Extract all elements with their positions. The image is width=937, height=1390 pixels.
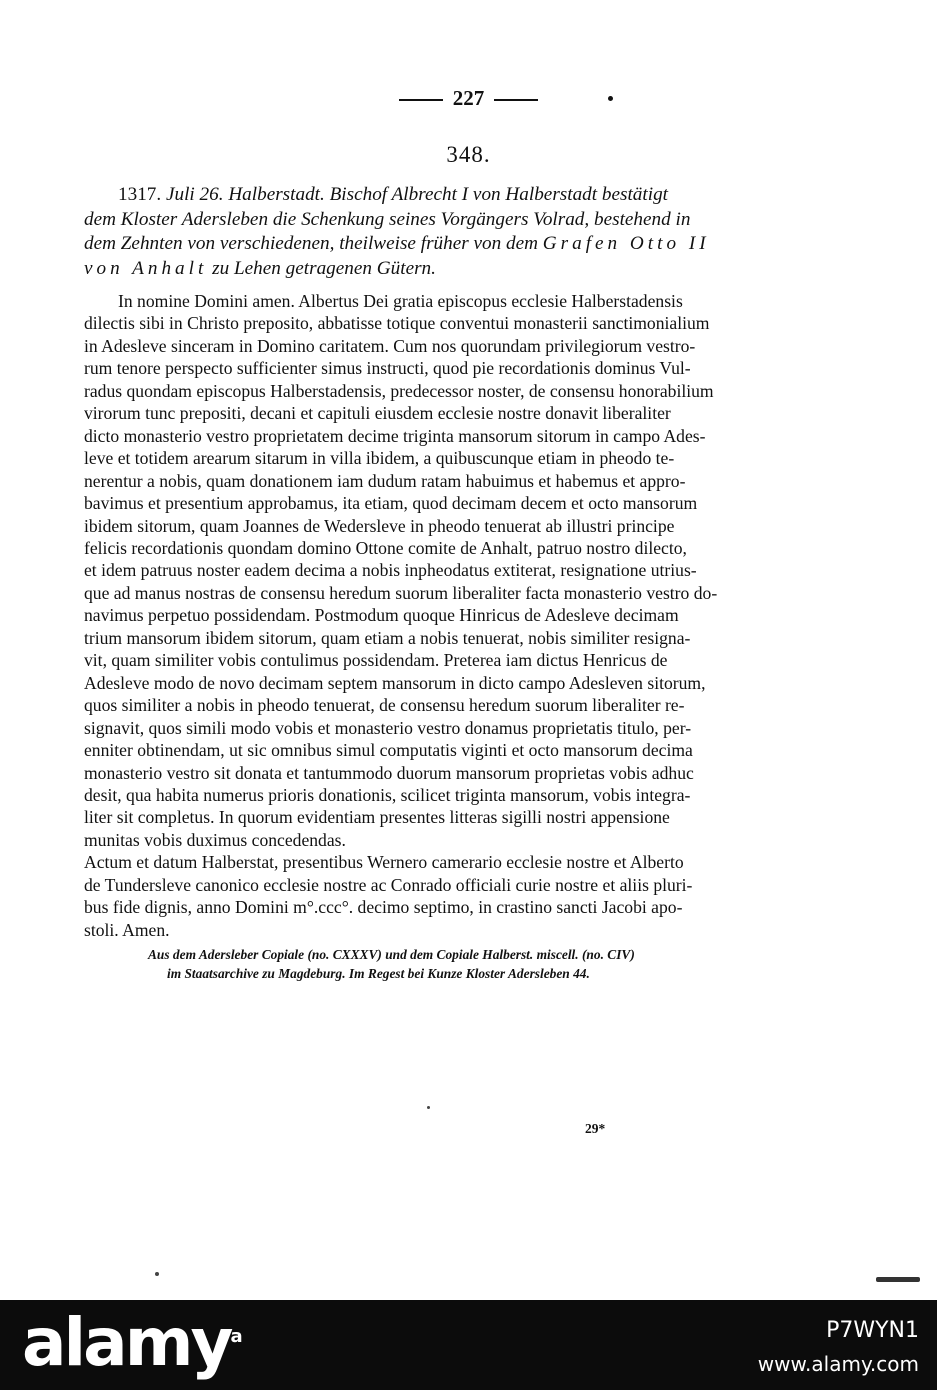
- left-rule: [399, 99, 443, 101]
- regest-line-1-rest: Juli 26. Halberstadt. Bischof Albrecht I von Halberstadt bestätigt: [165, 184, 668, 205]
- right-rule: [494, 99, 538, 101]
- body-line: In nomine Domini amen. Albertus Dei gratia episcopus ecclesie Halberstadensis: [118, 291, 683, 311]
- body-line: virorum tunc prepositi, decani et capituli eiusdem ecclesie nostre donavit liberaliter: [84, 403, 671, 424]
- regest-line-1: [84, 183, 854, 208]
- body-line: munitas vobis duximus concedendas.: [84, 829, 346, 850]
- document-number: 348.: [446, 142, 491, 167]
- regest-line-4-rest: zu Lehen getragenen Gütern.: [212, 258, 436, 280]
- body-line: de Tundersleve canonico ecclesie nostre ac Conrado officiali curie nostre et aliis pluri-: [84, 874, 693, 895]
- body-line: ibidem sitorum, quam Joannes de Wedersleve in pheodo tenuerat ab illustri principe: [84, 515, 675, 536]
- body-line: in Adesleve sinceram in Domino caritatem. Cum nos quorundam privilegiorum vestro-: [84, 335, 696, 356]
- image-id: P7WYN1: [826, 1318, 919, 1343]
- body-line: leve et totidem arearum sitarum in villa ibidem, a quibuscunque etiam in pheodo te-: [84, 448, 675, 469]
- signature-mark: 29*: [585, 1121, 606, 1136]
- body-line: que ad manus nostras de consensu heredum suorum liberaliter facta monasterio vestro do-: [84, 582, 718, 603]
- body-line: bus fide dignis, anno Domini m°.ccc°. decimo septimo, in crastino sancti Jacobi apo-: [84, 897, 683, 918]
- body-line: dicto monasterio vestro proprietatem decime triginta mansorum sitorum in campo Ades-: [84, 425, 706, 446]
- ink-speck: [608, 96, 613, 101]
- body-line: vit, quam similiter vobis contulimus possidendam. Preterea iam dictus Henricus de: [84, 650, 668, 671]
- body-line: navimus perpetuo possidendam. Postmodum quoque Hinricus de Adesleve decimam: [84, 605, 679, 626]
- body-line: desit, qua habita numerus prioris donationis, scilicet triginta mansorum, vobis integra-: [84, 784, 691, 805]
- regest-line-2: dem Kloster Adersleben die Schenkung seines Vorgängers Volrad, bestehend in: [84, 208, 691, 230]
- body-line: monasterio vestro sit donata et tantummodo duorum mansorum proprietas vobis adhuc: [84, 762, 694, 783]
- body-line: stoli. Amen.: [84, 919, 170, 940]
- body-line: enniter obtinendam, ut sic omnibus simul computatis viginti et octo mansorum decima: [84, 740, 693, 761]
- body-line: felicis recordationis quondam domino Ottone comite de Anhalt, patruo nostro dilecto,: [84, 537, 687, 558]
- regest-summary: [84, 183, 854, 282]
- source-line-2: im Staatsarchive zu Magdeburg. Im Regest bei Kunze Kloster Adersleben 44.: [167, 966, 590, 981]
- regest-line-3a: dem Zehnten von verschiedenen, theilweise früher von dem: [84, 233, 538, 255]
- edge-scrap: [876, 1277, 920, 1282]
- regest-spaced-name: Grafen Otto II: [542, 233, 710, 255]
- body-line: liter sit completus. In quorum evidentiam presentes litteras sigilli nostri appensione: [84, 807, 670, 828]
- alamy-logo: alamy$^a$: [22, 1304, 243, 1381]
- source-line-1: Aus dem Adersleber Copiale (no. CXXXV) und dem Copiale Halberst. miscell. (no. CIV): [148, 947, 635, 962]
- ink-speck: [427, 1106, 430, 1109]
- ink-speck: [155, 1272, 159, 1276]
- body-line: signavit, quos simili modo vobis et monasterio vestro donamus proprietatis titulo, per-: [84, 717, 692, 738]
- body-line: radus quondam episcopus Halberstadensis, predecessor noster, de consensu honorabilium: [84, 380, 714, 401]
- regest-spaced-place: von Anhalt: [84, 258, 208, 280]
- body-line: rum tenore perspecto sufficienter simus instructi, quod pie recordationis dominus Vul-: [84, 358, 691, 379]
- body-line: nerentur a nobis, quam donationem iam dudum ratam habuimus et habemus et appro-: [84, 470, 686, 491]
- body-line: trium mansorum ibidem sitorum, quam etiam a nobis tenuerat, nobis similiter resigna-: [84, 627, 691, 648]
- regest-year: 1317.: [118, 184, 162, 205]
- body-line: et idem patruus noster eadem decima a nobis inpheodatus extiterat, resignatione utrius-: [84, 560, 697, 581]
- source-note: [118, 945, 858, 983]
- charter-text: [84, 290, 854, 941]
- body-line: bavimus et presentium approbamus, ita etiam, quod decimam decem et octo mansorum: [84, 493, 698, 514]
- body-line: Adesleve modo de novo decimam septem mansorum in dicto campo Adesleven sitorum,: [84, 672, 706, 693]
- page-number: 227: [452, 86, 485, 110]
- site-url: www.alamy.com: [757, 1352, 919, 1376]
- body-line: quos similiter a nobis in pheodo tenuerat, de consensu heredum suorum liberaliter re-: [84, 695, 685, 716]
- page-number-header: [0, 86, 937, 111]
- logo-text: alamy: [22, 1304, 231, 1381]
- body-line: dilectis sibi in Christo preposito, abbatisse totique conventui monasterii sanctimonialium: [84, 313, 710, 334]
- body-line: Actum et datum Halberstat, presentibus Wernero camerario ecclesie nostre et Alberto: [84, 852, 684, 873]
